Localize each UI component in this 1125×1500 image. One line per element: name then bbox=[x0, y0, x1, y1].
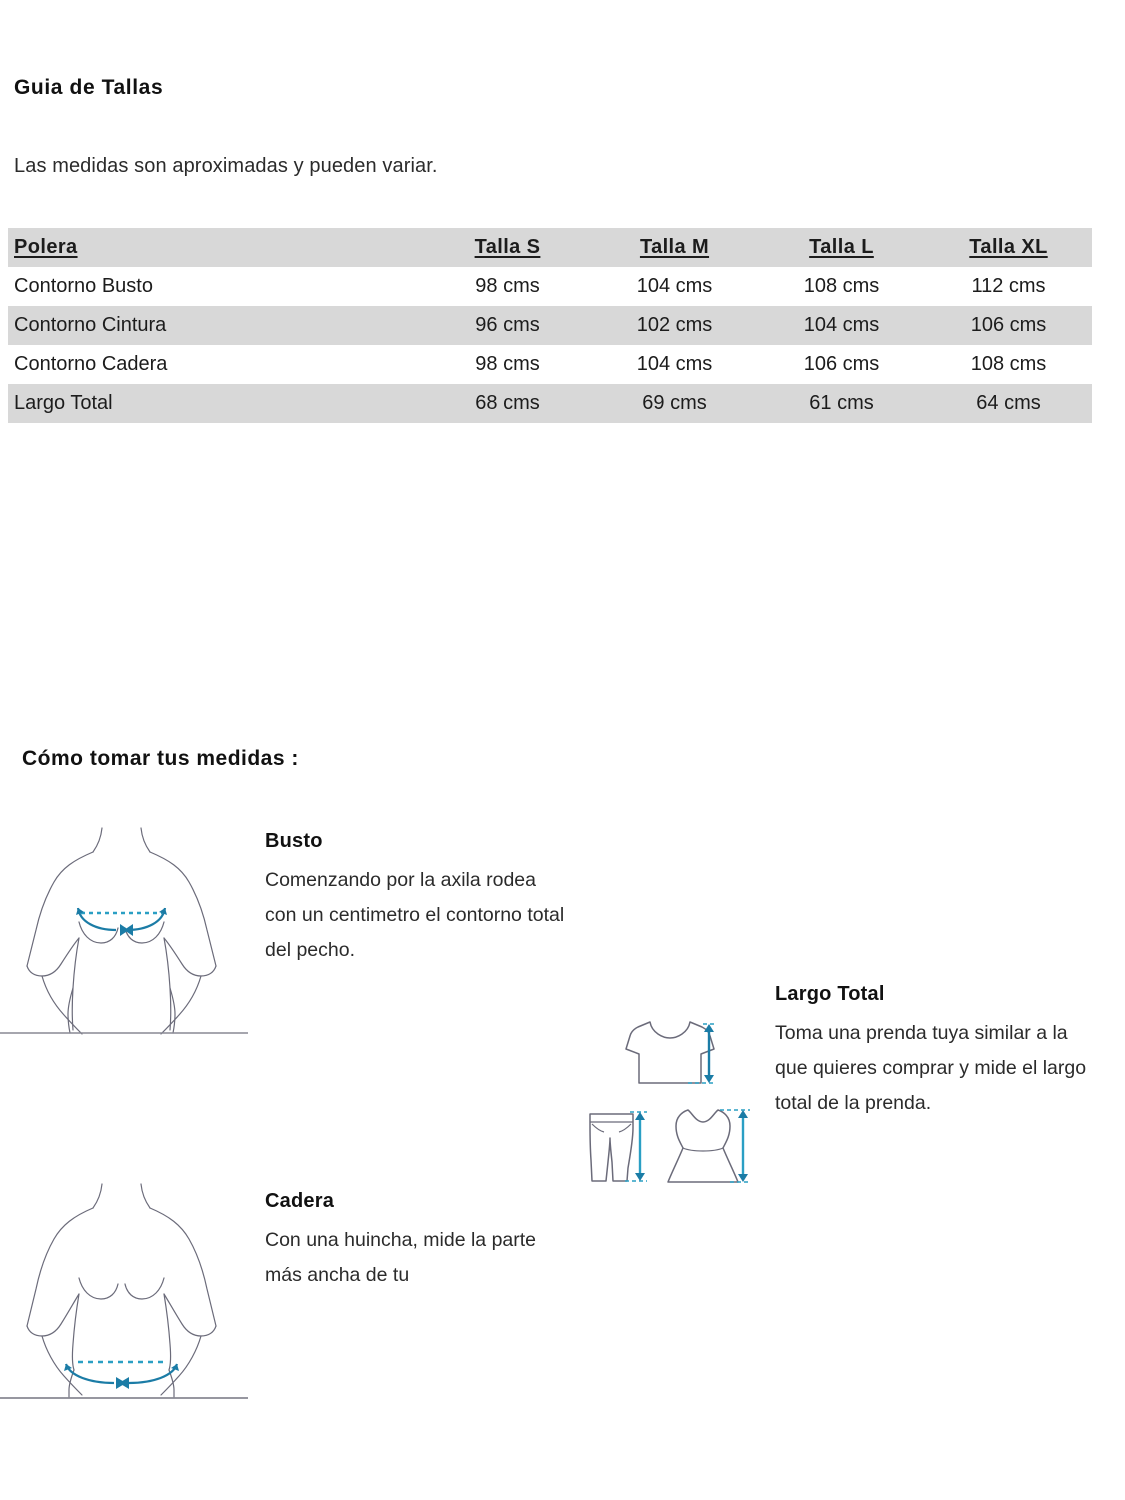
cell-talla-m: 104 cms bbox=[636, 275, 713, 297]
cadera-instruction-block bbox=[265, 1190, 565, 1293]
largo-total-title: Largo Total bbox=[775, 983, 885, 1005]
table-header bbox=[8, 228, 1092, 267]
cell-talla-s: 98 cms bbox=[475, 275, 540, 297]
cell-talla-l: 106 cms bbox=[803, 353, 880, 375]
dress-icon bbox=[668, 1110, 738, 1182]
tshirt-arrow-up-icon bbox=[704, 1024, 714, 1032]
largo-total-instruction-block bbox=[775, 983, 1095, 1121]
page-title: Guia de Tallas bbox=[14, 76, 164, 99]
cell-talla-s: 68 cms bbox=[475, 392, 540, 414]
bust-measurement-figure bbox=[0, 812, 248, 1044]
hip-arrow-left-icon bbox=[119, 1377, 129, 1389]
cadera-text: Con una huincha, mide la parte más ancha de tu bbox=[265, 1229, 537, 1286]
row-label: Contorno Cadera bbox=[14, 353, 168, 375]
hip-measurement-figure bbox=[0, 1172, 248, 1404]
column-header-talla-s: Talla S bbox=[474, 236, 541, 258]
table-row bbox=[8, 345, 1092, 384]
cell-talla-m: 104 cms bbox=[636, 353, 713, 375]
column-header-talla-l: Talla L bbox=[809, 236, 874, 258]
busto-instruction-block bbox=[265, 830, 565, 968]
column-header-talla-m: Talla M bbox=[639, 236, 710, 258]
hip-tape-arrows bbox=[66, 1364, 177, 1383]
cadera-title: Cadera bbox=[265, 1190, 335, 1212]
cell-talla-xl: 106 cms bbox=[970, 314, 1047, 336]
table-body bbox=[8, 267, 1092, 423]
row-label: Contorno Cintura bbox=[14, 314, 167, 336]
tshirt-arrow-down-icon bbox=[704, 1075, 714, 1083]
row-label: Largo Total bbox=[14, 392, 113, 414]
dress-arrow-up-icon bbox=[738, 1110, 748, 1118]
cell-talla-l: 104 cms bbox=[803, 314, 880, 336]
busto-title: Busto bbox=[265, 830, 323, 852]
cell-talla-m: 102 cms bbox=[636, 314, 713, 336]
size-chart-table bbox=[8, 228, 1092, 423]
table-row bbox=[8, 306, 1092, 345]
garment-length-figures bbox=[570, 1000, 770, 1200]
largo-total-text: Toma una prenda tuya similar a la que quieres comprar y mide el largo total de la prenda. bbox=[775, 1022, 1087, 1114]
how-to-measure-title: Cómo tomar tus medidas : bbox=[22, 747, 299, 770]
cell-talla-m: 69 cms bbox=[642, 392, 707, 414]
cell-talla-xl: 112 cms bbox=[971, 275, 1046, 297]
table-row bbox=[8, 267, 1092, 306]
busto-text: Comenzando por la axila rodea con un centimetro el contorno total del pecho. bbox=[265, 869, 565, 961]
intro-note: Las medidas son aproximadas y pueden variar. bbox=[14, 155, 438, 177]
pants-icon bbox=[590, 1114, 633, 1181]
column-header-garment: Polera bbox=[14, 236, 78, 258]
bust-arrow-left-icon bbox=[124, 924, 133, 936]
table-row bbox=[8, 384, 1092, 423]
column-header-talla-xl: Talla XL bbox=[969, 236, 1048, 258]
cell-talla-l: 108 cms bbox=[803, 275, 880, 297]
cell-talla-l: 61 cms bbox=[809, 392, 874, 414]
row-label: Contorno Busto bbox=[14, 275, 153, 297]
cell-talla-xl: 108 cms bbox=[970, 353, 1047, 375]
tshirt-icon bbox=[626, 1022, 714, 1083]
table-header-row bbox=[8, 228, 1092, 267]
cell-talla-xl: 64 cms bbox=[976, 392, 1041, 414]
cell-talla-s: 98 cms bbox=[475, 353, 540, 375]
pants-arrow-down-icon bbox=[635, 1173, 645, 1181]
dress-arrow-down-icon bbox=[738, 1174, 748, 1182]
pants-arrow-up-icon bbox=[635, 1112, 645, 1120]
cell-talla-s: 96 cms bbox=[475, 314, 540, 336]
